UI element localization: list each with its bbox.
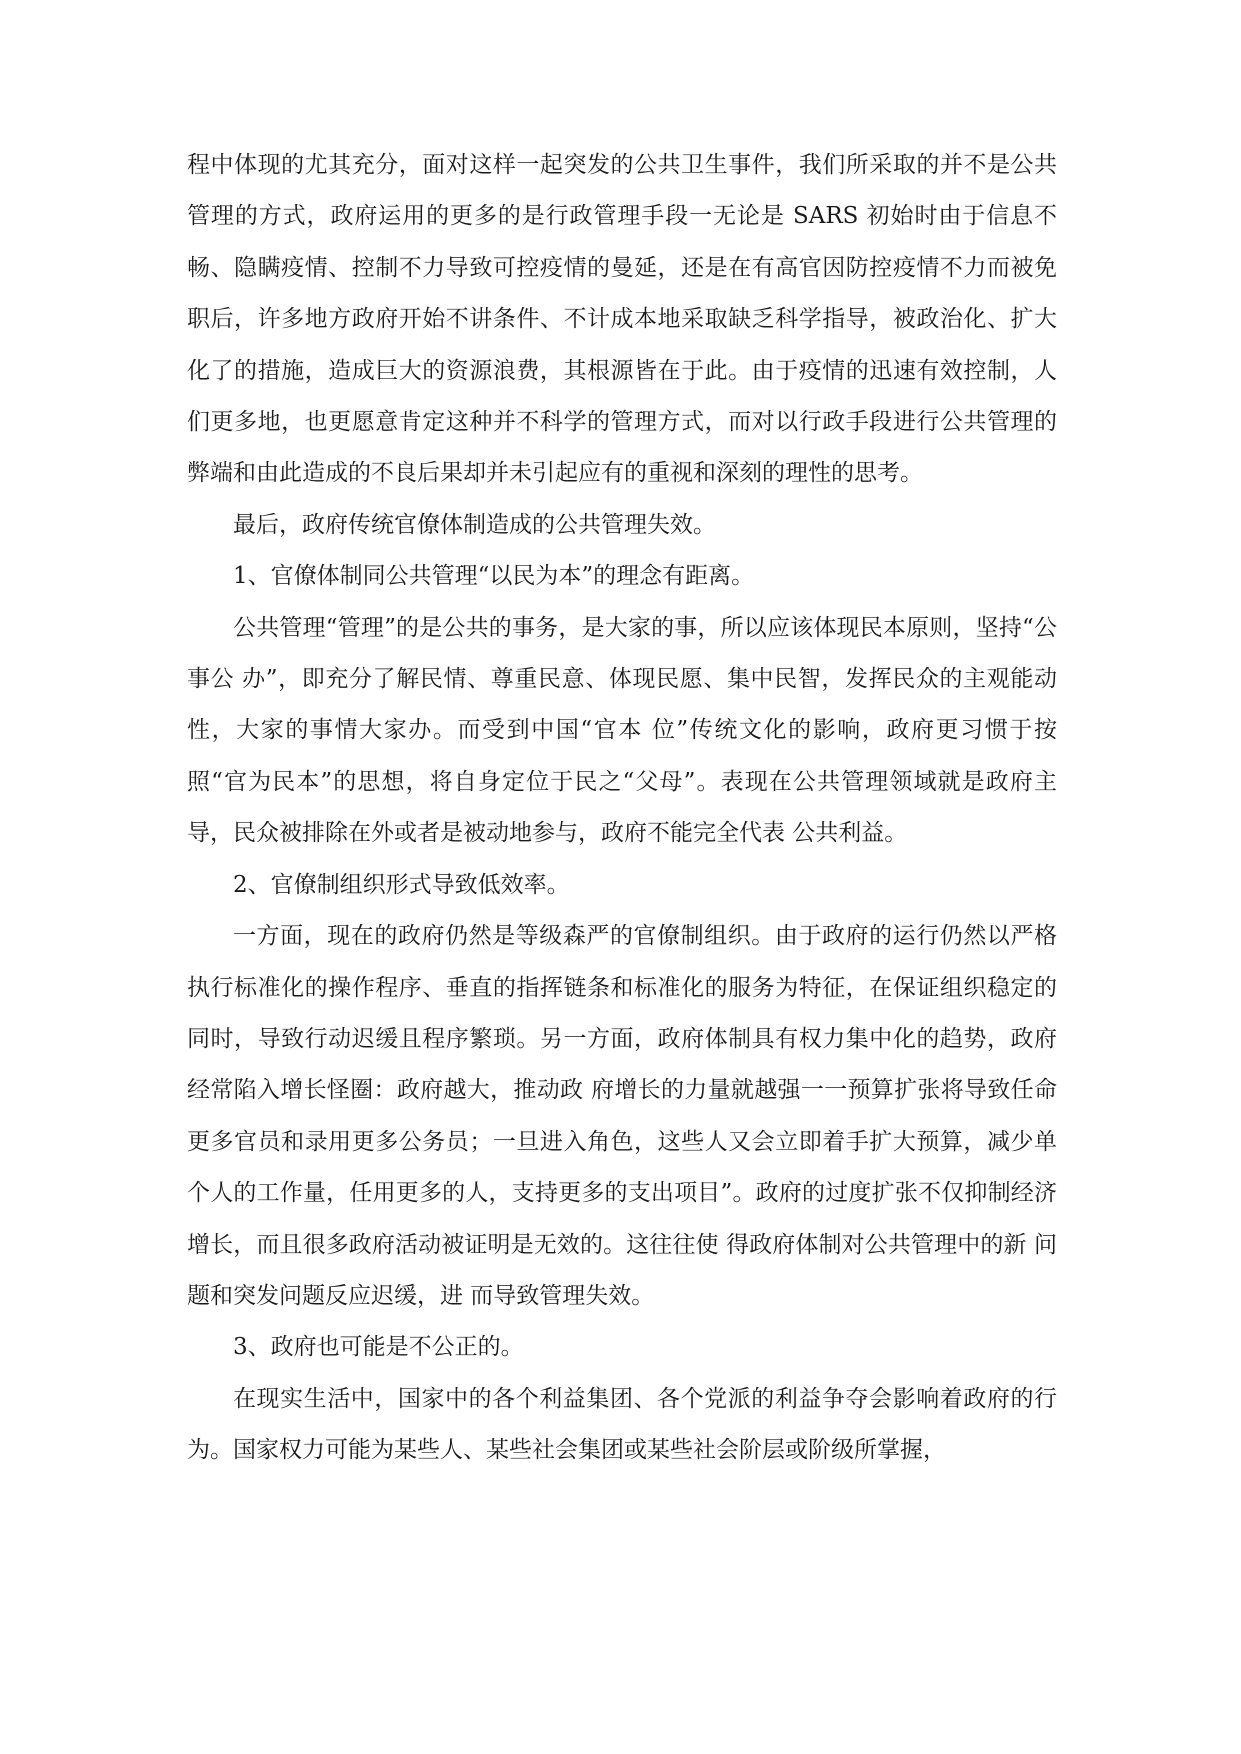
paragraph-point-3-heading: 3、政府也可能是不公正的。 xyxy=(233,1334,524,1361)
paragraph-point-3-body: 在现实生活中，国家中的各个利益集团、各个党派的利益争夺会影响着政府的行为。国家权力可能为某些人、某些社会集团或某些社会阶层或阶级所掌握， xyxy=(187,1385,1057,1464)
paragraph-point-2-body: 一方面，现在的政府仍然是等级森严的官僚制组织。由于政府的运行仍然以严格执行标准化的操作程序、垂直的指挥链条和标准化的服务为特征，在保证组织稳定的同时，导致行动迟缓且程序繁琐。另一方面，政府体制具有权力集中化的趋势，政府经常陷入增长怪圈：政府越大，推动政 府增长的力量就越强一一预算扩张将导致任命更多官员和录用更多公务员；一旦进入角色，这些人又会立即着手扩大预算，减少单个人的工作量，任用更多的人，支持更多的支出项目”。政府的过度扩张不仅抑制经济增长，而且很多政府活动被证明是无效的。这往往使 得政府体制对公共管理中的新 问题和突发问题反应迟缓，进 而导致管理失效。 xyxy=(187,923,1057,1309)
paragraph-point-1-heading: 1、官僚体制同公共管理“以民为本”的理念有距离。 xyxy=(233,563,755,590)
paragraph-section-heading: 最后，政府传统官僚体制造成的公共管理失效。 xyxy=(233,511,716,538)
document-page xyxy=(187,140,1057,1477)
paragraph-point-2-heading: 2、官僚制组织形式导致低效率。 xyxy=(233,871,570,898)
paragraph-continuation: 程中体现的尤其充分，面对这样一起突发的公共卫生事件，我们所采取的并不是公共管理的方式，政府运用的更多的是行政管理手段一无论是 SARS 初始时由于信息不畅、隐瞒疫情、控制不力导致可控疫情的曼延，还是在有高官因防控疫情不力而被免职后，许多地方政府开始不讲条件、不计成本地采取缺乏科学指导，被政治化、扩大化了的措施，造成巨大的资源浪费，其根源皆在于此。由于疫情的迅速有效控制，人们更多地，也更愿意肯定这种并不科学的管理方式，而对以行政手段进行公共管理的弊端和由此造成的不良后果却并未引起应有的重视和深刻的理性的思考。 xyxy=(187,152,1057,487)
paragraph-point-1-body: 公共管理“管理”的是公共的事务，是大家的事，所以应该体现民本原则，坚持“公事公 办”，即充分了解民情、尊重民意、体现民愿、集中民智，发挥民众的主观能动性，大家的事情大家办。而受到中国“官本 位”传统文化的影响，政府更习惯于按照“官为民本”的思想，将自身定位于民之“父母”。表现在公共管理领域就是政府主导，民众被排除在外或者是被动地参与，政府不能完全代表 公共利益。 xyxy=(187,614,1057,847)
